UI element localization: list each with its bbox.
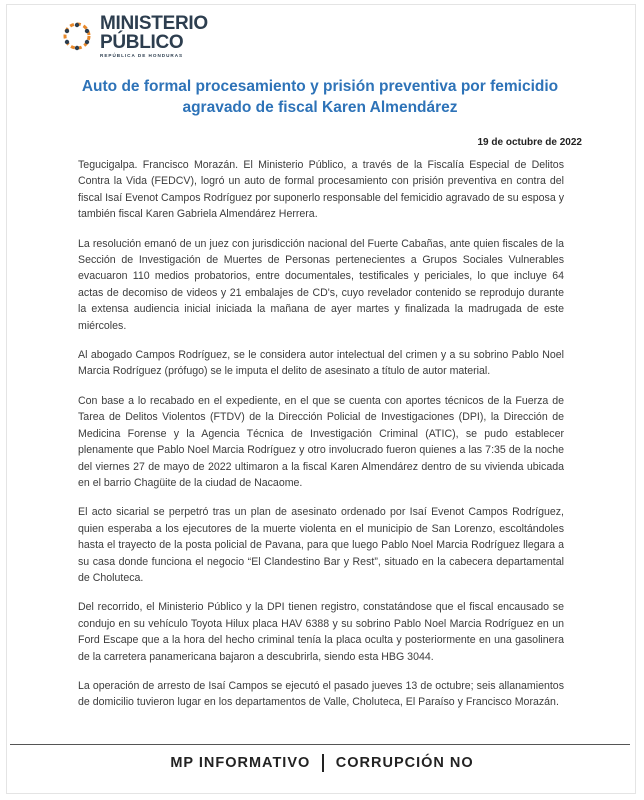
logo-wordmark	[100, 14, 208, 59]
header	[60, 14, 208, 59]
logo-line2: PÚBLICO	[100, 32, 184, 53]
page-title: Auto de formal procesamiento y prisión preventiva por femicidio agravado de fiscal Karen Almendárez	[81, 78, 559, 116]
paragraph: Tegucigalpa. Francisco Morazán. El Ministerio Público, a través de la Fiscalía Especial de Delitos Contra la Vida (FEDCV), logró un auto de formal procesamiento con prisión preventiva en contra del fiscal Isaí Evenot Campos Rodríguez por suponerlo responsable del femicidio agravado de su esposa y también fiscal Karen Gabriela Almendárez Herrera.	[78, 159, 564, 221]
paragraph: Con base a lo recabado en el expediente, en el que se cuenta con aportes técnicos de la Fuerza de Tarea de Delitos Violentos (FTDV) de la Dirección Policial de Investigaciones (DPI), la Dirección de Medicina Forense y la Agencia Técnica de Investigación Criminal (ATIC), se pudo establecer plenamente que Pablo Noel Marcia Rodríguez y otro involucrado fueron quienes a las 7:35 de la noche del viernes 27 de mayo de 2022 ultimaron a la fiscal Karen Almendárez dentro de su vivienda ubicada en el barrio Chagüite de la ciudad de Nacaome.	[78, 394, 564, 489]
paragraph: Del recorrido, el Ministerio Público y la DPI tienen registro, constatándose que el fiscal encausado se condujo en su vehículo Toyota Hilux placa HAV 6388 y su sobrino Pablo Noel Marcia Rodríguez en un Ford Escape que a la hora del hecho criminal tenía la placa oculta y posteriormente en una gasolinera de la carretera panamericana bajaron a descubrirla, siendo esta HBG 3044.	[78, 601, 564, 663]
footer-left-label: MP INFORMATIVO	[170, 755, 311, 771]
logo-subtitle: REPÚBLICA DE HONDURAS	[100, 53, 184, 58]
logo-line1: MINISTERIO	[100, 13, 208, 34]
paragraph: Al abogado Campos Rodríguez, se le considera autor intelectual del crimen y a su sobrino Pablo Noel Marcia Rodríguez (prófugo) se le imputa el delito de asesinato a título de autor material.	[78, 349, 564, 378]
footer	[0, 754, 644, 772]
paragraph: El acto sicarial se perpetró tras un plan de asesinato ordenado por Isaí Evenot Campos Rodríguez, quien esperaba a los ejecutores de la muerte violenta en el municipio de San Lorenzo, escoltándoles hasta el trayecto de la posta policial de Pavana, para que luego Pablo Noel Marcia Rodríguez llegara a su casa donde funciona el negocio “El Clandestino Bar y Rest”, situado en la cabecera departamental de Choluteca.	[78, 506, 564, 584]
paragraph: La operación de arresto de Isaí Campos se ejecutó el pasado jueves 13 de octubre; seis allanamientos de domicilio tuvieron lugar en los departamentos de Valle, Choluteca, El Paraíso y Francisco Morazán.	[78, 679, 564, 709]
paragraph: La resolución emanó de un juez con jurisdicción nacional del Fuerte Cabañas, ante quien fiscales de la Sección de Investigación de Muertes de Personas pertenecientes a Grupos Sociales Vulnerables evacuaron 110 medios probatorios, entre documentales, testificales y periciales, lo que incluye 64 actas de decomiso de videos y 21 embalajes de CD's, cuyo revelador contenido se reprodujo durante la extensa audiencia inicial iniciada la mañana de ayer martes y finalizada la madrugada de este miércoles.	[78, 237, 564, 332]
footer-divider	[10, 744, 630, 745]
footer-separator	[322, 754, 324, 772]
publication-date: 19 de octubre de 2022	[477, 137, 582, 148]
article-body	[78, 157, 564, 724]
ministerio-publico-emblem-icon	[60, 19, 94, 53]
footer-right-label: CORRUPCIÓN NO	[335, 755, 474, 771]
